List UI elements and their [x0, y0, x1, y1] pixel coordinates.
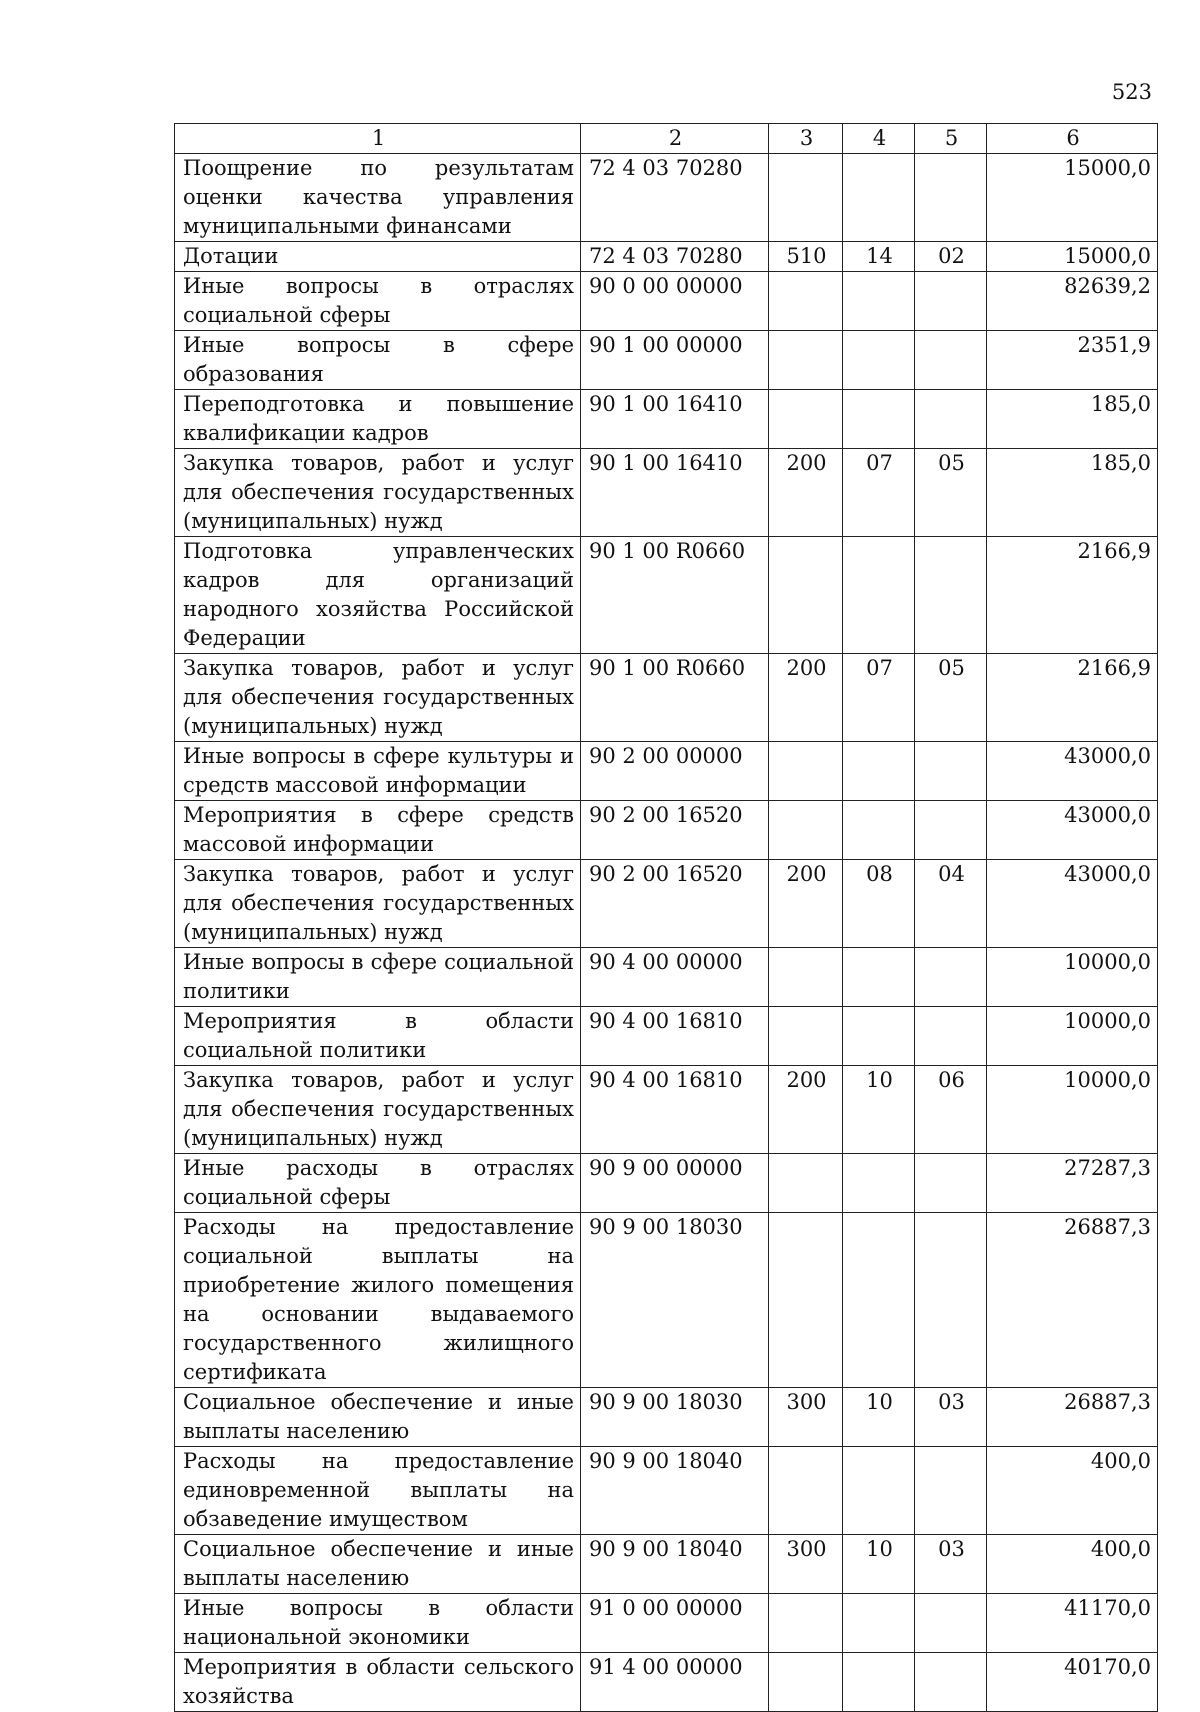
expense-type-cell: [769, 1213, 843, 1388]
section-cell: [843, 1213, 915, 1388]
expense-name-cell: Расходы на предоставление социальной выплаты на приобретение жилого помещения на основании выдаваемого государственного жилищного сертификата: [175, 1213, 581, 1388]
expense-name-cell: Иные вопросы в сфере культуры и средств массовой информации: [175, 742, 581, 801]
target-code-cell: 90 2 00 16520: [581, 860, 769, 948]
target-code-cell: 90 1 00 16410: [581, 449, 769, 537]
subsection-cell: [915, 1154, 987, 1213]
expense-type-cell: [769, 948, 843, 1007]
expense-type-cell: [769, 1447, 843, 1535]
amount-cell: 15000,0: [987, 242, 1158, 272]
amount-cell: 400,0: [987, 1535, 1158, 1594]
header-col-6: 6: [987, 124, 1158, 154]
expense-type-cell: [769, 1653, 843, 1712]
page-number: 523: [1111, 80, 1152, 104]
table-row: [175, 1535, 1158, 1594]
target-code-cell: 90 2 00 00000: [581, 742, 769, 801]
section-cell: [843, 801, 915, 860]
target-code-cell: 72 4 03 70280: [581, 242, 769, 272]
budget-table: [174, 123, 1158, 1712]
section-cell: 10: [843, 1388, 915, 1447]
subsection-cell: 04: [915, 860, 987, 948]
target-code-cell: 90 1 00 R0660: [581, 654, 769, 742]
amount-cell: 10000,0: [987, 1007, 1158, 1066]
table-row: [175, 154, 1158, 242]
section-cell: [843, 537, 915, 654]
table-body: [175, 154, 1158, 1712]
expense-type-cell: [769, 1154, 843, 1213]
subsection-cell: 03: [915, 1535, 987, 1594]
amount-cell: 40170,0: [987, 1653, 1158, 1712]
expense-name-cell: Закупка товаров, работ и услуг для обеспечения государственных (муниципальных) нужд: [175, 449, 581, 537]
table-row: [175, 948, 1158, 1007]
subsection-cell: [915, 331, 987, 390]
expense-name-cell: Иные расходы в отраслях социальной сферы: [175, 1154, 581, 1213]
expense-name-cell: Подготовка управленческих кадров для организаций народного хозяйства Российской Федерации: [175, 537, 581, 654]
amount-cell: 43000,0: [987, 860, 1158, 948]
table-row: [175, 1007, 1158, 1066]
expense-name-cell: Переподготовка и повышение квалификации кадров: [175, 390, 581, 449]
subsection-cell: [915, 1447, 987, 1535]
expense-type-cell: 300: [769, 1535, 843, 1594]
expense-type-cell: [769, 154, 843, 242]
amount-cell: 10000,0: [987, 948, 1158, 1007]
subsection-cell: [915, 1594, 987, 1653]
table-row: [175, 1653, 1158, 1712]
expense-type-cell: 300: [769, 1388, 843, 1447]
subsection-cell: [915, 390, 987, 449]
target-code-cell: 91 4 00 00000: [581, 1653, 769, 1712]
section-cell: [843, 1007, 915, 1066]
subsection-cell: 05: [915, 654, 987, 742]
header-row: [175, 124, 1158, 154]
target-code-cell: 72 4 03 70280: [581, 154, 769, 242]
table-row: [175, 1066, 1158, 1154]
amount-cell: 400,0: [987, 1447, 1158, 1535]
expense-name-cell: Расходы на предоставление единовременной выплаты на обзаведение имуществом: [175, 1447, 581, 1535]
expense-name-cell: Закупка товаров, работ и услуг для обеспечения государственных (муниципальных) нужд: [175, 860, 581, 948]
target-code-cell: 90 9 00 18030: [581, 1388, 769, 1447]
target-code-cell: 90 4 00 16810: [581, 1007, 769, 1066]
table-row: [175, 1213, 1158, 1388]
section-cell: 10: [843, 1066, 915, 1154]
header-col-4: 4: [843, 124, 915, 154]
target-code-cell: 90 2 00 16520: [581, 801, 769, 860]
section-cell: 10: [843, 1535, 915, 1594]
amount-cell: 185,0: [987, 390, 1158, 449]
amount-cell: 15000,0: [987, 154, 1158, 242]
subsection-cell: [915, 1213, 987, 1388]
expense-type-cell: [769, 537, 843, 654]
subsection-cell: [915, 742, 987, 801]
section-cell: [843, 1447, 915, 1535]
expense-type-cell: [769, 331, 843, 390]
expense-name-cell: Социальное обеспечение и иные выплаты населению: [175, 1535, 581, 1594]
subsection-cell: [915, 801, 987, 860]
amount-cell: 185,0: [987, 449, 1158, 537]
subsection-cell: [915, 154, 987, 242]
table-row: [175, 801, 1158, 860]
header-col-1: 1: [175, 124, 581, 154]
amount-cell: 43000,0: [987, 801, 1158, 860]
target-code-cell: 90 4 00 00000: [581, 948, 769, 1007]
expense-name-cell: Иные вопросы в сфере образования: [175, 331, 581, 390]
expense-type-cell: 510: [769, 242, 843, 272]
section-cell: [843, 1154, 915, 1213]
expense-name-cell: Мероприятия в области социальной политики: [175, 1007, 581, 1066]
subsection-cell: [915, 1007, 987, 1066]
expense-name-cell: Закупка товаров, работ и услуг для обеспечения государственных (муниципальных) нужд: [175, 1066, 581, 1154]
subsection-cell: [915, 537, 987, 654]
section-cell: [843, 742, 915, 801]
table-row: [175, 1447, 1158, 1535]
expense-name-cell: Мероприятия в области сельского хозяйства: [175, 1653, 581, 1712]
section-cell: 07: [843, 654, 915, 742]
subsection-cell: 02: [915, 242, 987, 272]
expense-type-cell: [769, 1594, 843, 1653]
table-row: [175, 654, 1158, 742]
target-code-cell: 90 1 00 16410: [581, 390, 769, 449]
target-code-cell: 90 9 00 18040: [581, 1535, 769, 1594]
section-cell: 14: [843, 242, 915, 272]
target-code-cell: 90 9 00 18040: [581, 1447, 769, 1535]
table-row: [175, 272, 1158, 331]
target-code-cell: 90 9 00 00000: [581, 1154, 769, 1213]
section-cell: [843, 331, 915, 390]
table-row: [175, 742, 1158, 801]
target-code-cell: 90 9 00 18030: [581, 1213, 769, 1388]
expense-type-cell: [769, 390, 843, 449]
subsection-cell: 06: [915, 1066, 987, 1154]
amount-cell: 10000,0: [987, 1066, 1158, 1154]
expense-type-cell: [769, 272, 843, 331]
amount-cell: 2166,9: [987, 537, 1158, 654]
expense-name-cell: Дотации: [175, 242, 581, 272]
table-row: [175, 860, 1158, 948]
table-row: [175, 1154, 1158, 1213]
subsection-cell: 05: [915, 449, 987, 537]
header-col-5: 5: [915, 124, 987, 154]
expense-type-cell: [769, 742, 843, 801]
table-row: [175, 537, 1158, 654]
expense-type-cell: 200: [769, 860, 843, 948]
amount-cell: 41170,0: [987, 1594, 1158, 1653]
subsection-cell: [915, 1653, 987, 1712]
expense-name-cell: Социальное обеспечение и иные выплаты населению: [175, 1388, 581, 1447]
expense-name-cell: Мероприятия в сфере средств массовой информации: [175, 801, 581, 860]
header-col-3: 3: [769, 124, 843, 154]
table-row: [175, 390, 1158, 449]
section-cell: [843, 1653, 915, 1712]
expense-name-cell: Иные вопросы в области национальной экономики: [175, 1594, 581, 1653]
section-cell: [843, 1594, 915, 1653]
table-row: [175, 1388, 1158, 1447]
expense-type-cell: [769, 801, 843, 860]
expense-name-cell: Закупка товаров, работ и услуг для обеспечения государственных (муниципальных) нужд: [175, 654, 581, 742]
expense-type-cell: [769, 1007, 843, 1066]
amount-cell: 27287,3: [987, 1154, 1158, 1213]
expense-name-cell: Иные вопросы в сфере социальной политики: [175, 948, 581, 1007]
header-col-2: 2: [581, 124, 769, 154]
subsection-cell: [915, 948, 987, 1007]
section-cell: 08: [843, 860, 915, 948]
amount-cell: 82639,2: [987, 272, 1158, 331]
expense-type-cell: 200: [769, 654, 843, 742]
amount-cell: 26887,3: [987, 1213, 1158, 1388]
section-cell: 07: [843, 449, 915, 537]
expense-type-cell: 200: [769, 1066, 843, 1154]
amount-cell: 2166,9: [987, 654, 1158, 742]
section-cell: [843, 948, 915, 1007]
expense-name-cell: Иные вопросы в отраслях социальной сферы: [175, 272, 581, 331]
section-cell: [843, 154, 915, 242]
amount-cell: 2351,9: [987, 331, 1158, 390]
amount-cell: 26887,3: [987, 1388, 1158, 1447]
target-code-cell: 90 1 00 00000: [581, 331, 769, 390]
table-row: [175, 242, 1158, 272]
target-code-cell: 90 1 00 R0660: [581, 537, 769, 654]
target-code-cell: 91 0 00 00000: [581, 1594, 769, 1653]
table-row: [175, 449, 1158, 537]
subsection-cell: [915, 272, 987, 331]
amount-cell: 43000,0: [987, 742, 1158, 801]
section-cell: [843, 390, 915, 449]
section-cell: [843, 272, 915, 331]
target-code-cell: 90 4 00 16810: [581, 1066, 769, 1154]
subsection-cell: 03: [915, 1388, 987, 1447]
target-code-cell: 90 0 00 00000: [581, 272, 769, 331]
expense-type-cell: 200: [769, 449, 843, 537]
table-row: [175, 1594, 1158, 1653]
expense-name-cell: Поощрение по результатам оценки качества управления муниципальными финансами: [175, 154, 581, 242]
table-row: [175, 331, 1158, 390]
